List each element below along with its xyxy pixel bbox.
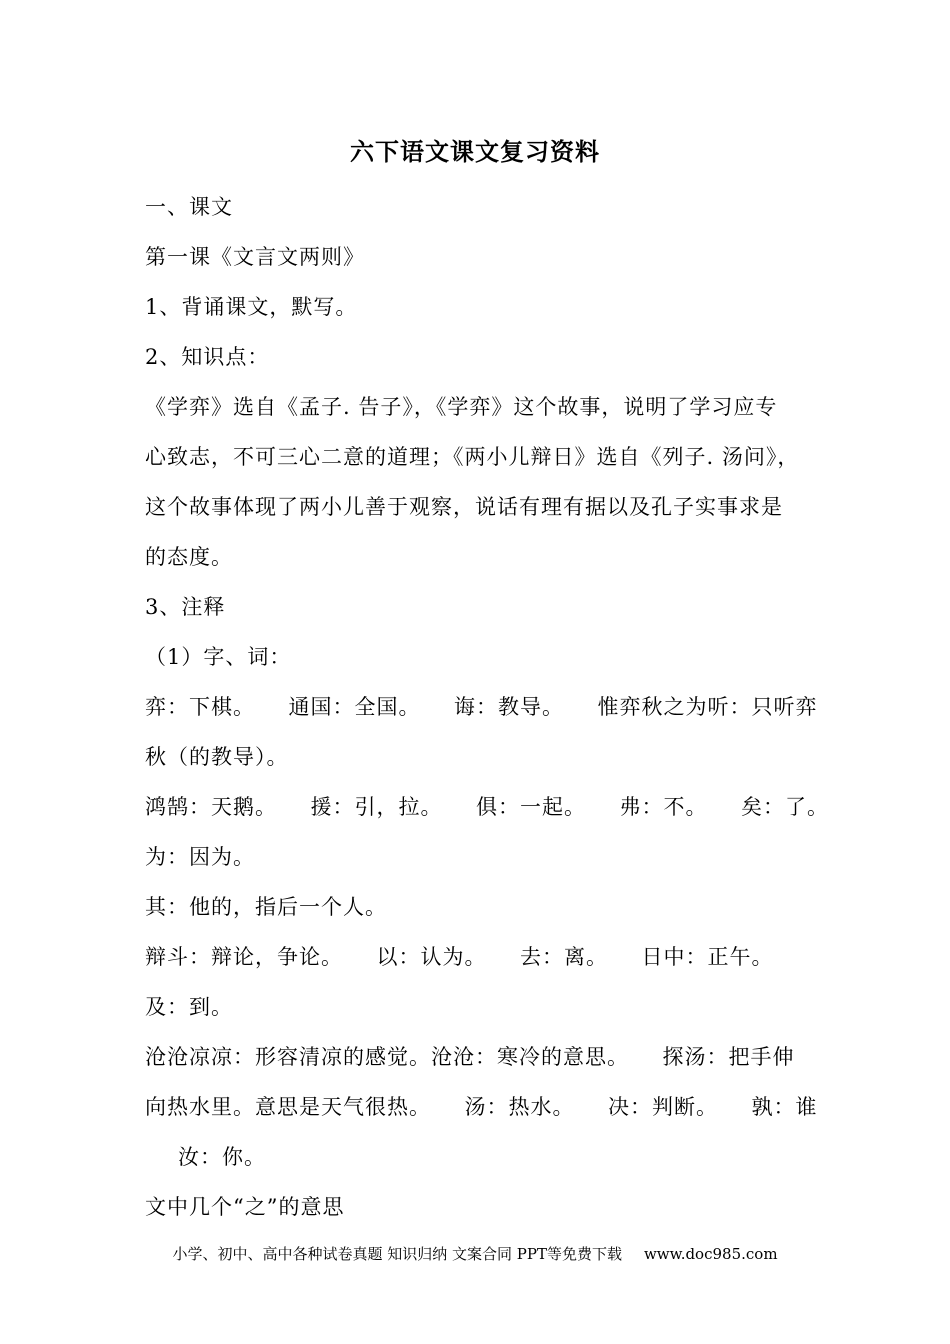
document-body [145, 182, 829, 1232]
document-title: 六下语文课文复习资料 [350, 137, 600, 166]
knowledge-text-line: 《学弈》选自《孟子. 告子》，《学弈》这个故事，说明了学习应专 [145, 395, 778, 419]
page-footer [0, 1242, 950, 1266]
zhi-meaning-heading: 文中几个“之”的意思 [145, 1195, 345, 1219]
definition-line: 汝：你。 [178, 1145, 266, 1169]
definition-line: 辩斗：辩论，争论。 以：认为。 去：离。 日中：正午。 [145, 945, 774, 969]
definition-line: 鸿鹄：天鹅。 援：引，拉。 俱：一起。 弗：不。 矣：了。 [145, 795, 829, 819]
footer-text: 小学、初中、高中各种试卷真题 知识归纳 文案合同 PPT等免费下载 [172, 1245, 622, 1263]
section-heading: 一、课文 [145, 195, 233, 219]
footer-site-link[interactable]: www.doc985.com [643, 1245, 778, 1263]
definition-line: 秋（的教导）。 [145, 745, 289, 769]
task-item: 1、背诵课文，默写。 [145, 295, 358, 319]
definition-line: 及：到。 [145, 995, 233, 1019]
words-heading: （1）字、词： [145, 645, 292, 669]
knowledge-text-line: 的态度。 [145, 545, 233, 569]
definition-line: 其：他的，指后一个人。 [145, 895, 387, 919]
knowledge-heading: 2、知识点： [145, 345, 270, 369]
lesson-heading: 第一课《文言文两则》 [145, 245, 365, 269]
definition-line: 向热水里。意思是天气很热。 汤：热水。 决：判断。 孰：谁 [145, 1095, 818, 1119]
definition-line: 弈：下棋。 通国：全国。 诲：教导。 惟弈秋之为听：只听弈 [145, 695, 818, 719]
notes-heading: 3、注释 [145, 595, 226, 619]
definition-line: 为：因为。 [145, 845, 255, 869]
knowledge-text-line: 心致志，不可三心二意的道理；《两小儿辩日》选自《列子. 汤问》， [145, 445, 800, 469]
knowledge-text-line: 这个故事体现了两小儿善于观察，说话有理有据以及孔子实事求是 [145, 495, 783, 519]
definition-line: 沧沧凉凉：形容清凉的感觉。沧沧：寒冷的意思。 探汤：把手伸 [145, 1045, 795, 1069]
